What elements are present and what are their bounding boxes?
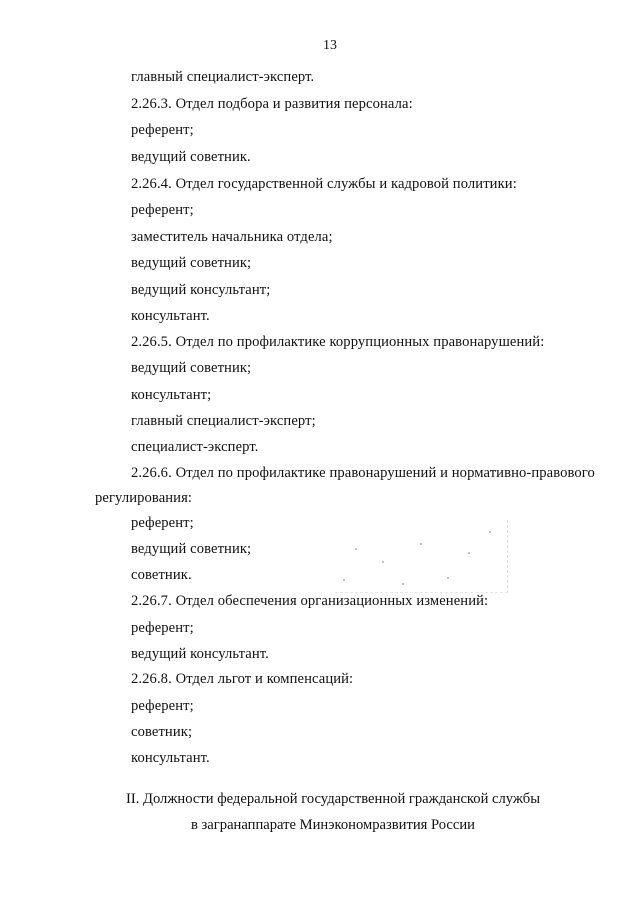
page-number: 13: [323, 38, 337, 53]
section-item-2-26-6-continuation: регулирования:: [95, 490, 193, 506]
list-item: ведущий советник;: [131, 360, 252, 376]
list-item: ведущий консультант;: [131, 282, 271, 298]
list-item: ведущий советник;: [131, 255, 252, 271]
list-item: ведущий консультант.: [131, 646, 269, 662]
list-item: референт;: [131, 202, 194, 218]
section-item-2-26-6: 2.26.6. Отдел по профилактике правонарушений и нормативно-правового: [131, 465, 595, 481]
list-item: консультант.: [131, 750, 210, 766]
section-item-2-26-8: 2.26.8. Отдел льгот и компенсаций:: [131, 671, 354, 687]
list-item: главный специалист-эксперт.: [131, 69, 315, 85]
list-item: советник;: [131, 724, 193, 740]
list-item: консультант.: [131, 308, 210, 324]
list-item: ведущий советник.: [131, 149, 251, 165]
list-item: референт;: [131, 698, 194, 714]
section-item-2-26-5: 2.26.5. Отдел по профилактике коррупционных правонарушений:: [131, 334, 545, 350]
section-item-2-26-3: 2.26.3. Отдел подбора и развития персонала:: [131, 96, 413, 112]
section-item-2-26-7: 2.26.7. Отдел обеспечения организационных изменений:: [131, 593, 489, 609]
list-item: референт;: [131, 122, 194, 138]
faint-stamp-trace: [335, 520, 508, 593]
list-item: референт;: [131, 515, 194, 531]
section-heading-line-2: в загранаппарате Минэкономразвития России: [191, 817, 475, 833]
list-item: консультант;: [131, 387, 212, 403]
list-item: заместитель начальника отдела;: [131, 229, 333, 245]
section-item-2-26-4: 2.26.4. Отдел государственной службы и кадровой политики:: [131, 176, 517, 192]
list-item: ведущий советник;: [131, 541, 252, 557]
section-heading-line-1: II. Должности федеральной государственной гражданской службы: [125, 791, 541, 807]
list-item: советник.: [131, 567, 192, 583]
list-item: специалист-эксперт.: [131, 439, 259, 455]
list-item: главный специалист-эксперт;: [131, 413, 316, 429]
list-item: референт;: [131, 620, 194, 636]
